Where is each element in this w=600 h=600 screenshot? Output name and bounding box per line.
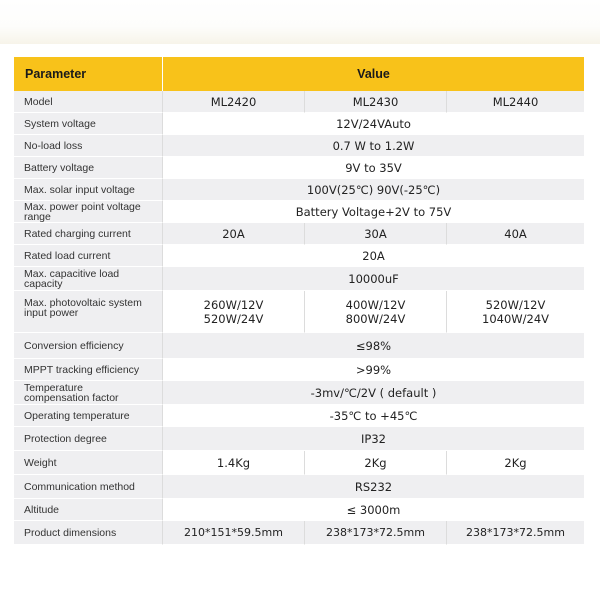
param-label [14, 267, 162, 291]
param-label [14, 381, 162, 405]
value-cell: 40A [446, 223, 584, 245]
value-cell: -3mv/℃/2V ( default ) [162, 381, 584, 405]
value-cell: 238*173*72.5mm [446, 521, 584, 545]
param-label: Model [14, 91, 162, 113]
param-label: Weight [14, 451, 162, 475]
value-cell [162, 291, 304, 333]
value-cell: 12V/24VAuto [162, 113, 584, 135]
param-label-line: capacity [24, 277, 63, 290]
param-label-line: input power [24, 307, 79, 319]
param-label: Battery voltage [14, 157, 162, 179]
value-cell: ≤98% [162, 333, 584, 359]
row-battery-voltage [14, 157, 584, 179]
param-label: Rated load current [14, 245, 162, 267]
value-cell: 2Kg [304, 451, 446, 475]
value-line: 260W/12V [203, 297, 264, 312]
value-cell: 9V to 35V [162, 157, 584, 179]
value-cell: 20A [162, 223, 304, 245]
header-parameter: Parameter [14, 57, 162, 91]
value-cell: >99% [162, 359, 584, 381]
row-product-dimensions [14, 521, 584, 545]
value-line: 520W/24V [203, 311, 264, 326]
table-header-row [14, 57, 584, 91]
row-operating-temperature [14, 405, 584, 427]
value-cell: 100V(25℃) 90V(-25℃) [162, 179, 584, 201]
param-label: Product dimensions [14, 521, 162, 545]
value-line: 400W/12V [345, 297, 406, 312]
value-cell [446, 291, 584, 333]
param-label: Protection degree [14, 427, 162, 451]
param-label [14, 201, 162, 223]
row-protection-degree [14, 427, 584, 451]
param-label-line: Max. power point voltage [24, 200, 141, 213]
param-label: MPPT tracking efficiency [14, 359, 162, 381]
row-rated-load-current [14, 245, 584, 267]
param-label-line: Max. capacitive load [24, 267, 120, 280]
value-cell: 210*151*59.5mm [162, 521, 304, 545]
param-label: Conversion efficiency [14, 333, 162, 359]
value-cell: ML2440 [446, 91, 584, 113]
row-rated-charging-current [14, 223, 584, 245]
value-cell: 10000uF [162, 267, 584, 291]
param-label: No-load loss [14, 135, 162, 157]
value-cell: 2Kg [446, 451, 584, 475]
top-background-band [0, 0, 600, 44]
row-system-voltage [14, 113, 584, 135]
row-max-capacitive-load [14, 267, 584, 291]
row-weight [14, 451, 584, 475]
value-cell: 0.7 W to 1.2W [162, 135, 584, 157]
param-label: System voltage [14, 113, 162, 135]
row-conversion-efficiency [14, 333, 584, 359]
param-label-line: Max. photovoltaic system [24, 297, 142, 309]
param-label-line: Temperature [24, 381, 83, 394]
value-line: 520W/12V [485, 297, 546, 312]
param-label: Max. solar input voltage [14, 179, 162, 201]
row-altitude [14, 499, 584, 521]
row-mpp-voltage-range [14, 201, 584, 223]
header-value: Value [162, 57, 584, 91]
row-no-load-loss [14, 135, 584, 157]
value-cell: ML2430 [304, 91, 446, 113]
row-max-solar-input-voltage [14, 179, 584, 201]
value-cell: 30A [304, 223, 446, 245]
value-cell: IP32 [162, 427, 584, 451]
value-cell: 238*173*72.5mm [304, 521, 446, 545]
value-cell: ≤ 3000m [162, 499, 584, 521]
value-line: 1040W/24V [482, 311, 550, 326]
row-model [14, 91, 584, 113]
param-label [14, 291, 162, 333]
param-label: Altitude [14, 499, 162, 521]
value-cell: 20A [162, 245, 584, 267]
row-mppt-tracking-efficiency [14, 359, 584, 381]
row-max-pv-input-power [14, 291, 584, 333]
value-cell: Battery Voltage+2V to 75V [162, 201, 584, 223]
value-cell: RS232 [162, 475, 584, 499]
param-label: Communication method [14, 475, 162, 499]
value-cell: 1.4Kg [162, 451, 304, 475]
row-temperature-compensation [14, 381, 584, 405]
spec-table [14, 57, 584, 545]
value-cell: ML2420 [162, 91, 304, 113]
value-cell: -35℃ to +45℃ [162, 405, 584, 427]
param-label: Operating temperature [14, 405, 162, 427]
param-label-line: compensation factor [24, 391, 119, 404]
value-cell [304, 291, 446, 333]
param-label: Rated charging current [14, 223, 162, 245]
row-communication-method [14, 475, 584, 499]
param-label-line: range [24, 210, 51, 223]
value-line: 800W/24V [345, 311, 406, 326]
